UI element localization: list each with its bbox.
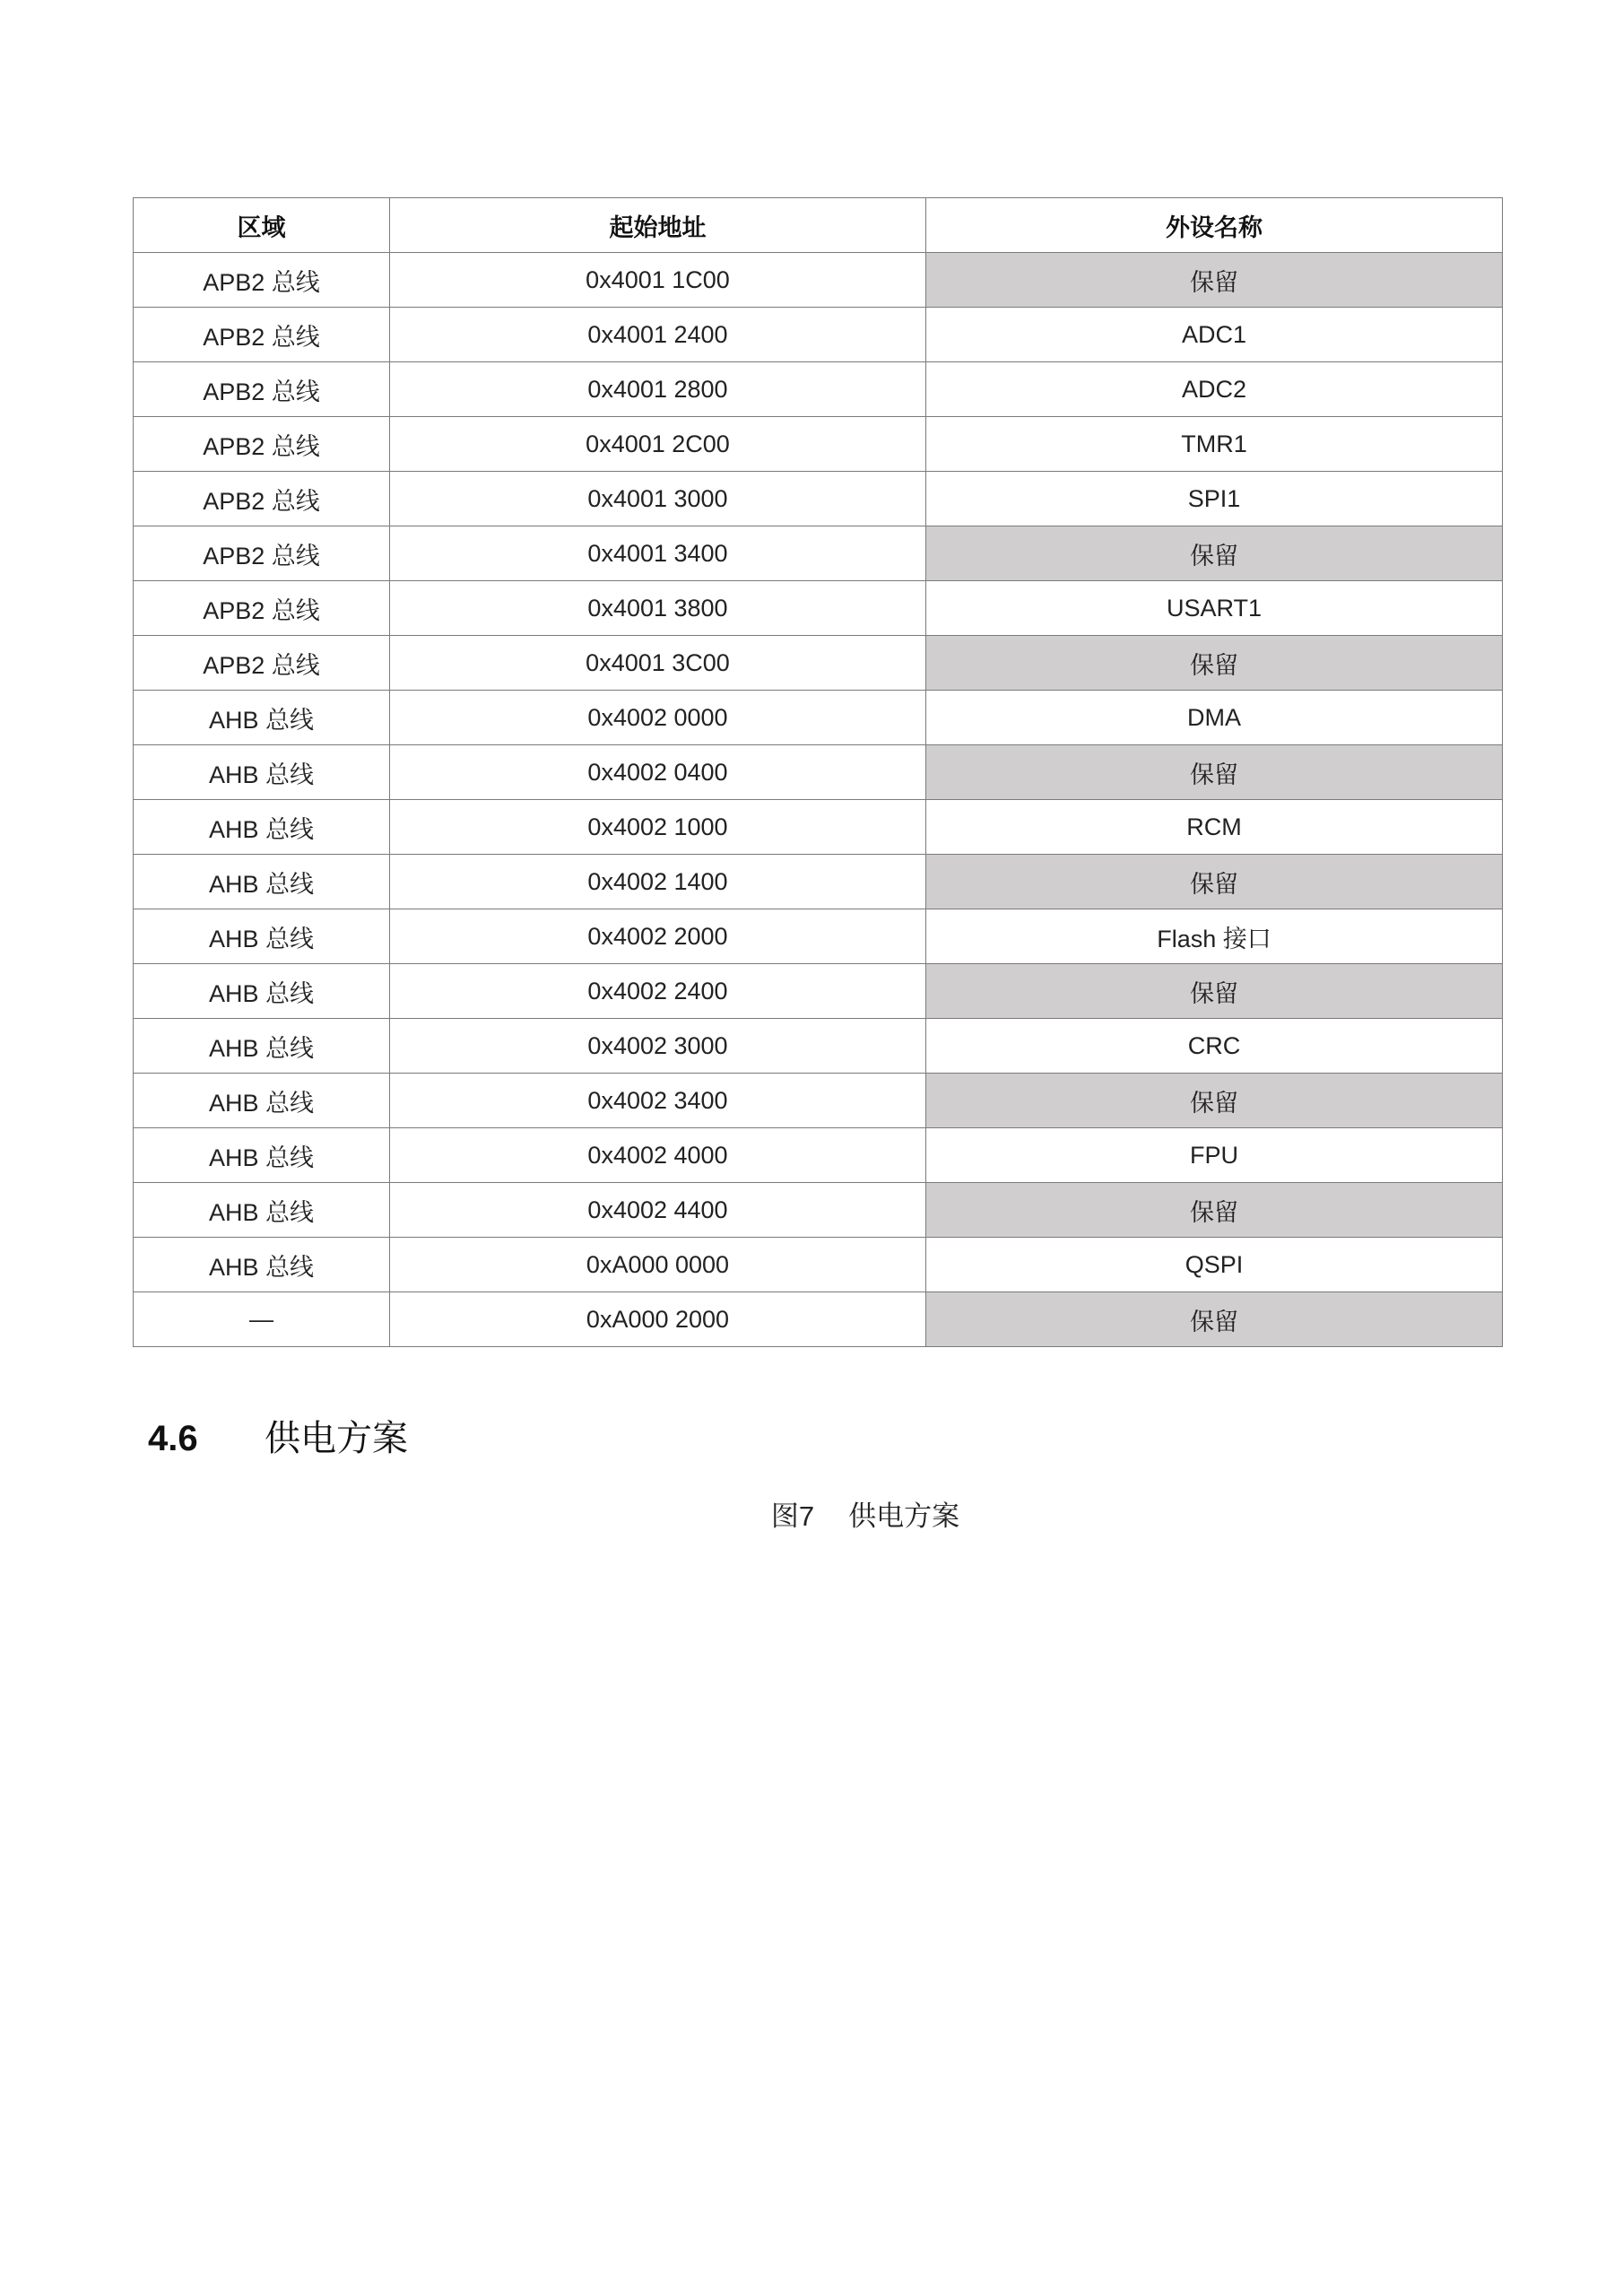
- cell-start-address: 0x4002 4400: [390, 1183, 926, 1238]
- cell-region: AHB 总线: [134, 855, 390, 909]
- cell-peripheral-name: 保留: [926, 855, 1503, 909]
- cell-region: AHB 总线: [134, 745, 390, 800]
- cell-peripheral-name: ADC1: [926, 308, 1503, 362]
- cell-peripheral-name: 保留: [926, 964, 1503, 1019]
- cell-region: APB2 总线: [134, 308, 390, 362]
- cell-region: APB2 总线: [134, 253, 390, 308]
- cell-region: APB2 总线: [134, 472, 390, 526]
- cell-peripheral-name: CRC: [926, 1019, 1503, 1074]
- section-number: 4.6: [148, 1419, 198, 1458]
- cell-region: AHB 总线: [134, 800, 390, 855]
- cell-start-address: 0x4002 3000: [390, 1019, 926, 1074]
- figure-label: 图7: [770, 1500, 815, 1532]
- table-row: [134, 909, 1503, 964]
- cell-peripheral-name: 保留: [926, 1074, 1503, 1128]
- table-row: [134, 1238, 1503, 1292]
- cell-start-address: 0x4001 3C00: [390, 636, 926, 691]
- cell-region: APB2 总线: [134, 526, 390, 581]
- table-row: [134, 1074, 1503, 1128]
- table-body: [134, 253, 1503, 1347]
- section-heading: [148, 1410, 408, 1461]
- table-row: [134, 1128, 1503, 1183]
- cell-start-address: 0x4001 3400: [390, 526, 926, 581]
- cell-region: AHB 总线: [134, 1128, 390, 1183]
- cell-region: APB2 总线: [134, 581, 390, 636]
- figure-caption: [0, 1493, 1623, 1534]
- cell-region: AHB 总线: [134, 1074, 390, 1128]
- cell-peripheral-name: RCM: [926, 800, 1503, 855]
- cell-peripheral-name: SPI1: [926, 472, 1503, 526]
- header-region: 区域: [134, 198, 390, 253]
- cell-region: AHB 总线: [134, 964, 390, 1019]
- cell-start-address: 0x4001 3000: [390, 472, 926, 526]
- table-row: [134, 855, 1503, 909]
- table-row: [134, 1183, 1503, 1238]
- table-row: [134, 308, 1503, 362]
- cell-start-address: 0x4002 2000: [390, 909, 926, 964]
- cell-region: AHB 总线: [134, 1183, 390, 1238]
- cell-start-address: 0x4002 0400: [390, 745, 926, 800]
- cell-peripheral-name: USART1: [926, 581, 1503, 636]
- table-row: [134, 964, 1503, 1019]
- cell-region: APB2 总线: [134, 417, 390, 472]
- table-row: [134, 636, 1503, 691]
- figure-title: 供电方案: [848, 1500, 960, 1532]
- cell-start-address: 0x4002 0000: [390, 691, 926, 745]
- cell-start-address: 0x4001 3800: [390, 581, 926, 636]
- cell-peripheral-name: 保留: [926, 636, 1503, 691]
- cell-start-address: 0x4002 2400: [390, 964, 926, 1019]
- cell-region: AHB 总线: [134, 909, 390, 964]
- cell-start-address: 0xA000 0000: [390, 1238, 926, 1292]
- cell-start-address: 0xA000 2000: [390, 1292, 926, 1347]
- cell-start-address: 0x4002 1400: [390, 855, 926, 909]
- header-start-address: 起始地址: [390, 198, 926, 253]
- table-row: [134, 472, 1503, 526]
- table-row: [134, 581, 1503, 636]
- cell-peripheral-name: DMA: [926, 691, 1503, 745]
- table-row: [134, 800, 1503, 855]
- cell-peripheral-name: Flash 接口: [926, 909, 1503, 964]
- memory-map-table: [133, 197, 1503, 1347]
- cell-start-address: 0x4001 2C00: [390, 417, 926, 472]
- cell-region: AHB 总线: [134, 1019, 390, 1074]
- cell-peripheral-name: QSPI: [926, 1238, 1503, 1292]
- cell-peripheral-name: TMR1: [926, 417, 1503, 472]
- cell-peripheral-name: 保留: [926, 745, 1503, 800]
- table-row: [134, 526, 1503, 581]
- table-row: [134, 1019, 1503, 1074]
- cell-peripheral-name: ADC2: [926, 362, 1503, 417]
- cell-region: APB2 总线: [134, 362, 390, 417]
- cell-peripheral-name: 保留: [926, 526, 1503, 581]
- cell-start-address: 0x4002 3400: [390, 1074, 926, 1128]
- table-row: [134, 417, 1503, 472]
- cell-region: APB2 总线: [134, 636, 390, 691]
- cell-start-address: 0x4001 2800: [390, 362, 926, 417]
- cell-start-address: 0x4002 4000: [390, 1128, 926, 1183]
- cell-start-address: 0x4001 1C00: [390, 253, 926, 308]
- table-row: [134, 253, 1503, 308]
- table-row: [134, 691, 1503, 745]
- cell-region: AHB 总线: [134, 691, 390, 745]
- cell-peripheral-name: 保留: [926, 1292, 1503, 1347]
- cell-peripheral-name: 保留: [926, 253, 1503, 308]
- table-row: [134, 1292, 1503, 1347]
- cell-region: —: [134, 1292, 390, 1347]
- cell-region: AHB 总线: [134, 1238, 390, 1292]
- cell-peripheral-name: FPU: [926, 1128, 1503, 1183]
- table-row: [134, 745, 1503, 800]
- table-row: [134, 362, 1503, 417]
- cell-start-address: 0x4001 2400: [390, 308, 926, 362]
- section-title: 供电方案: [265, 1418, 408, 1459]
- table-header-row: [134, 198, 1503, 253]
- cell-peripheral-name: 保留: [926, 1183, 1503, 1238]
- cell-start-address: 0x4002 1000: [390, 800, 926, 855]
- header-peripheral-name: 外设名称: [926, 198, 1503, 253]
